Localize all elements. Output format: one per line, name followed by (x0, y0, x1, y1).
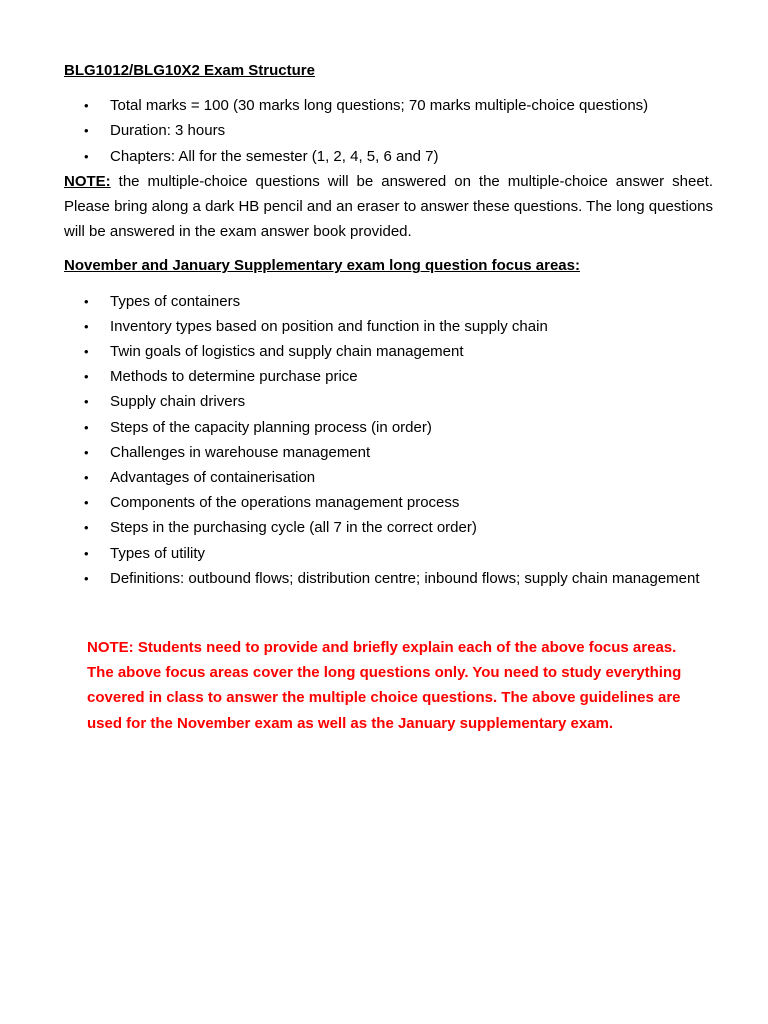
focus-areas-list (64, 289, 713, 591)
list-item: • Total marks = 100 (30 marks long questions; 70 marks multiple-choice questions) (64, 93, 713, 118)
bullet-icon: • (84, 419, 89, 435)
note-paragraph (64, 169, 713, 245)
list-item: • Supply chain drivers (64, 389, 713, 414)
list-item: • Methods to determine purchase price (64, 364, 713, 389)
red-note-paragraph: NOTE: Students need to provide and briefly explain each of the above focus areas. The above focus areas cover the long questions only. You need to study everything covered in class to answer the multiple choice questions. The above guidelines are used for the November exam as well as the January supplementary exam. (87, 639, 682, 732)
bullet-icon: • (84, 293, 89, 309)
exam-structure-list (64, 93, 713, 169)
list-item: • Twin goals of logistics and supply chain management (64, 339, 713, 364)
bullet-icon: • (84, 470, 89, 486)
bullet-icon: • (84, 520, 89, 536)
bullet-icon: • (84, 444, 89, 460)
list-item: • Duration: 3 hours (64, 118, 713, 143)
exam-structure-title: BLG1012/BLG10X2 Exam Structure (64, 62, 315, 79)
note-label: NOTE: (64, 172, 111, 190)
bullet-icon: • (84, 98, 89, 114)
list-item: • Types of utility (64, 541, 713, 566)
list-item: • Challenges in warehouse management (64, 440, 713, 465)
bullet-icon: • (84, 344, 89, 360)
bullet-icon: • (84, 369, 89, 385)
note-text: the multiple-choice questions will be answered on the multiple-choice answer sheet. Please bring along a dark HB pencil and an eraser to answer these questions. The long questions will be answered in the exam answer book provided. (64, 172, 713, 241)
list-item: • Inventory types based on position and function in the supply chain (64, 314, 713, 339)
focus-areas-heading: November and January Supplementary exam long question focus areas: (64, 257, 580, 275)
bullet-icon: • (84, 495, 89, 511)
bullet-icon: • (84, 148, 89, 164)
bullet-icon: • (84, 318, 89, 334)
list-item: • Steps in the purchasing cycle (all 7 in the correct order) (64, 515, 713, 540)
list-item: • Chapters: All for the semester (1, 2, 4, 5, 6 and 7) (64, 144, 713, 169)
list-item: • Definitions: outbound flows; distribution centre; inbound flows; supply chain management (64, 566, 713, 591)
list-item: • Advantages of containerisation (64, 465, 713, 490)
bullet-icon: • (84, 570, 89, 586)
bullet-icon: • (84, 545, 89, 561)
list-item: • Types of containers (64, 289, 713, 314)
list-item: • Steps of the capacity planning process (in order) (64, 415, 713, 440)
document-page (64, 58, 713, 736)
bullet-icon: • (84, 394, 89, 410)
list-item: • Components of the operations management process (64, 490, 713, 515)
bullet-icon: • (84, 123, 89, 139)
